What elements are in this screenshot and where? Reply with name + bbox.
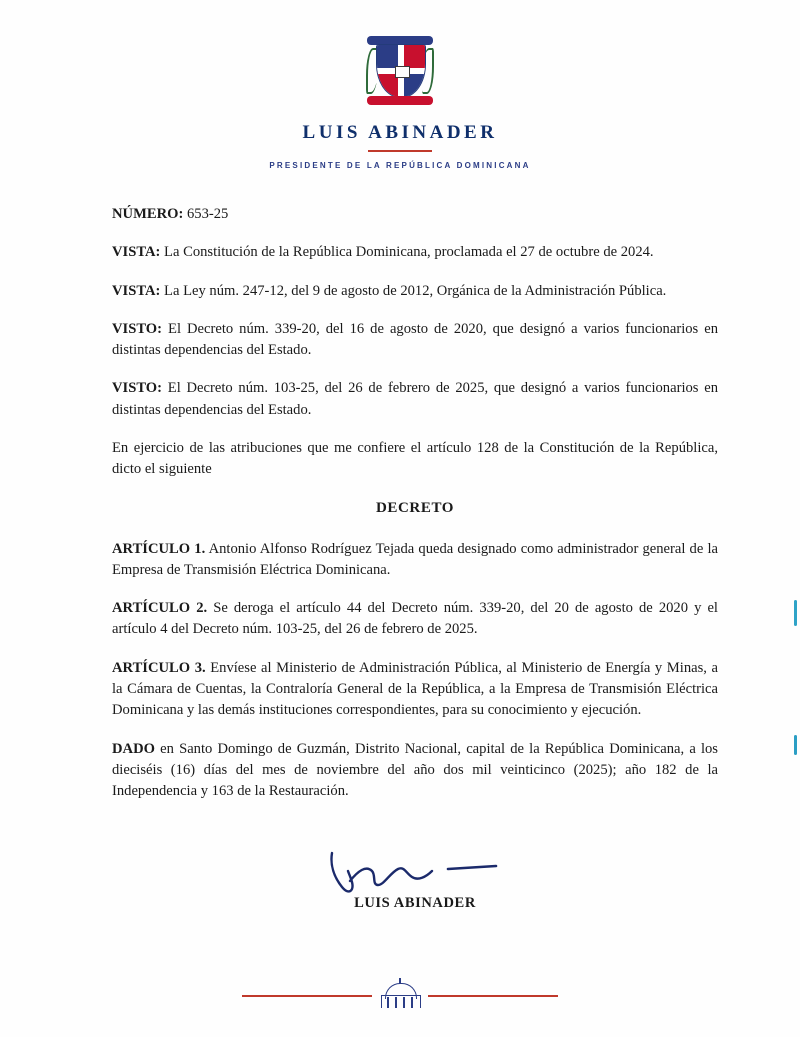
article-lead: ARTÍCULO 2. xyxy=(112,600,208,617)
dado-paragraph xyxy=(112,739,718,803)
recital-paragraph xyxy=(112,319,718,362)
decree-number-line xyxy=(112,204,718,225)
decree-number-label: NÚMERO: xyxy=(112,206,184,222)
letterhead-divider xyxy=(368,150,432,152)
recital-text: El Decreto núm. 339-20, del 16 de agosto de 2020, que designó a varios funcionarios en distintas dependencias del Estado. xyxy=(112,320,718,359)
article-lead: ARTÍCULO 3. xyxy=(112,659,206,676)
dominican-republic-coat-of-arms-icon xyxy=(365,34,435,106)
footer-rule-right xyxy=(428,995,558,997)
letterhead xyxy=(0,0,800,170)
president-subtitle: PRESIDENTE DE LA REPÚBLICA DOMINICANA xyxy=(269,161,531,170)
enactment-text: En ejercicio de las atribuciones que me confiere el artículo 128 de la Constitución de la República, dicto el siguiente xyxy=(112,440,718,478)
recital-lead: VISTO: xyxy=(112,380,163,397)
scan-edge-mark xyxy=(794,600,797,626)
handwritten-signature-icon xyxy=(112,847,718,899)
recital-text: La Ley núm. 247-12, del 9 de agosto de 2012, Orgánica de la Administración Pública. xyxy=(160,282,667,299)
article-text: Envíese al Ministerio de Administración Pública, al Ministerio de Energía y Minas, a la Cámara de Cuentas, la Contraloría General de la República, a la Empresa de Transmisión Eléctrica Dominicana y las demás instituciones correspondientes, para su conocimiento y ejecución. xyxy=(112,659,718,719)
recital-paragraph xyxy=(112,242,718,263)
decree-number-value: 653-25 xyxy=(187,206,229,222)
recital-text: El Decreto núm. 103-25, del 26 de febrero de 2025, que designó a varios funcionarios en distintas dependencias del Estado. xyxy=(112,380,718,418)
signature-block xyxy=(112,847,718,943)
decree-heading: DECRETO xyxy=(375,499,455,516)
national-palace-dome-icon xyxy=(378,981,422,1011)
article-text: Se deroga el artículo 44 del Decreto núm. 339-20, del 20 de agosto de 2020 y el artículo 4 del Decreto núm. 103-25, del 26 de febrero de 2025. xyxy=(112,600,718,638)
footer-rule-left xyxy=(242,995,372,997)
recital-lead: VISTA: xyxy=(112,282,161,299)
article-text: Antonio Alfonso Rodríguez Tejada queda designado como administrador general de la Empresa de Transmisión Eléctrica Dominicana. xyxy=(112,540,718,578)
article-paragraph xyxy=(112,658,718,722)
document-body xyxy=(112,204,718,943)
article-paragraph xyxy=(112,598,718,641)
article-paragraph xyxy=(112,539,718,582)
scan-edge-mark xyxy=(794,735,797,755)
dado-text: en Santo Domingo de Guzmán, Distrito Nacional, capital de la República Dominicana, a los dieciséis (16) días del mes de noviembre del año dos mil veinticinco (2025); año 182 de la Independencia y 163 de la Restauración. xyxy=(112,740,718,800)
recital-text: La Constitución de la República Dominicana, proclamada el 27 de octubre de 2024. xyxy=(160,244,654,261)
signature-name: LUIS ABINADER xyxy=(354,894,476,911)
recital-lead: VISTA: xyxy=(112,244,161,261)
recital-paragraph xyxy=(112,378,718,421)
recital-lead: VISTO: xyxy=(112,320,163,337)
enactment-paragraph xyxy=(112,438,718,481)
dado-lead: DADO xyxy=(112,740,155,757)
article-lead: ARTÍCULO 1. xyxy=(112,540,206,557)
recital-paragraph xyxy=(112,281,718,302)
president-name: LUIS ABINADER xyxy=(302,122,498,143)
document-footer xyxy=(0,981,800,1011)
